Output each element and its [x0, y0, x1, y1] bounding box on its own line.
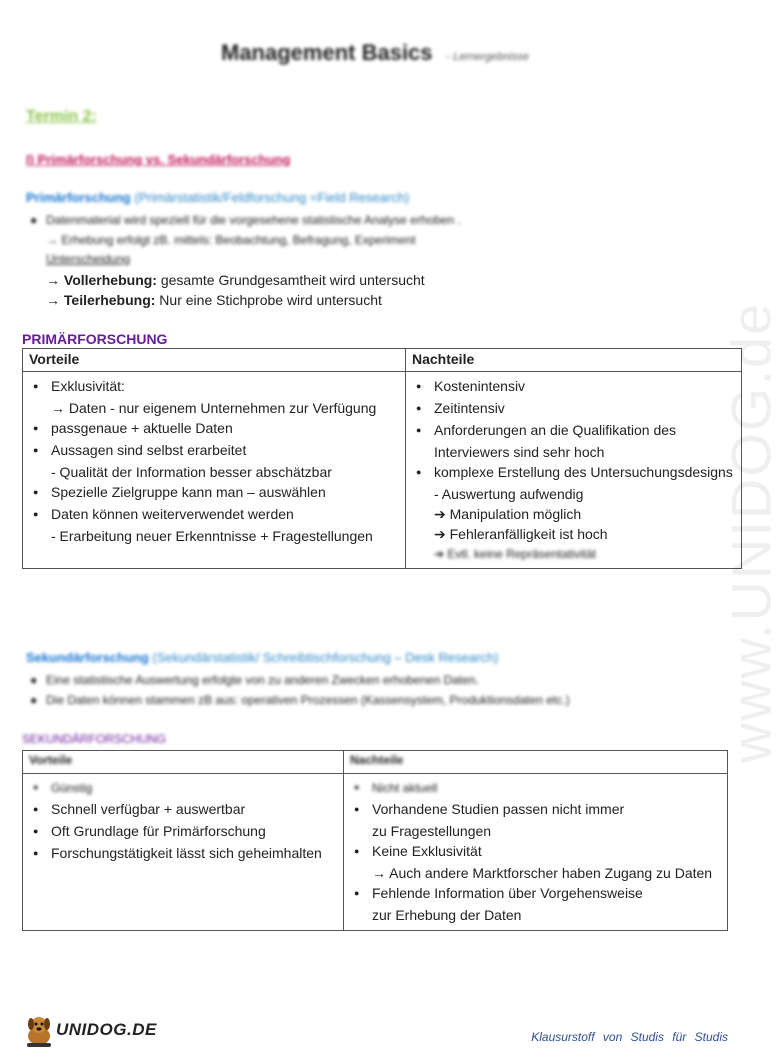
list-item: ● Schnell verfügbar + auswertbar [29, 799, 337, 821]
page-title: Management Basics [221, 40, 433, 65]
list-item: → Auch andere Marktforscher haben Zugang zu Daten [372, 865, 713, 881]
primary-table-header [23, 349, 742, 372]
list-item: → Daten - nur eigenem Unternehmen zur Verfügung [51, 400, 377, 416]
primary-heading [26, 190, 409, 205]
list-item: zu Fragestellungen [372, 823, 492, 839]
list-item: ➔ Fehleranfälligkeit ist hoch [434, 526, 608, 542]
primary-bullet-1: ● Datenmaterial wird speziell für die vorgesehene statistische Analyse erhoben . [30, 213, 461, 227]
dog-icon [22, 1012, 56, 1050]
secondary-table-label: SEKUNDÄRFORSCHUNG [22, 732, 167, 746]
secondary-vorteile-list [23, 774, 343, 799]
secondary-vorteile-cell [23, 774, 344, 931]
unidog-logo [22, 1012, 182, 1050]
secondary-table-body [23, 774, 728, 931]
primary-col-vorteile: Vorteile [23, 349, 406, 372]
list-item: ● Daten können weiterverwendet werden [29, 504, 399, 526]
list-item: ● Aussagen sind selbst erarbeitet [29, 440, 399, 462]
secondary-nachteile-cell [344, 774, 728, 931]
primary-heading-rest: (Primärstatistik/Feldforschung =Field Research) [130, 190, 410, 205]
secondary-table-header [23, 751, 728, 774]
primary-heading-bold: Primärforschung [26, 190, 131, 205]
primary-arrow-line: → Erhebung erfolgt zB. mittels: Beobachtung, Befragung, Experiment [46, 233, 416, 247]
list-item: ➔ Manipulation möglich [434, 506, 582, 522]
secondary-heading [26, 650, 499, 665]
list-item: ● Zeitintensiv [412, 398, 735, 420]
list-item: ● Günstig [29, 778, 337, 799]
teilerhebung-line [46, 290, 382, 310]
document-header [0, 40, 750, 66]
primary-table-label: PRIMÄRFORSCHUNG [22, 331, 168, 347]
page-subtitle: - Lernergebnisse [446, 51, 529, 63]
primary-table-body [23, 372, 742, 569]
secondary-col-vorteile: Vorteile [23, 751, 344, 774]
secondary-heading-bold: Sekundärforschung [26, 650, 149, 665]
primary-vorteile-list [23, 372, 405, 546]
list-item: ● Spezielle Zielgruppe kann man – auswählen [29, 482, 399, 504]
primary-distinction: Unterscheidung [46, 252, 131, 266]
term-heading: Termin 2: [26, 108, 97, 125]
arrow-icon: → [46, 292, 60, 308]
list-item: zur Erhebung der Daten [372, 907, 522, 923]
secondary-table [22, 750, 728, 931]
secondary-bullet-1: ● Eine statistische Auswertung erfolgte von zu anderen Zwecken erhobenen Daten. [30, 673, 479, 687]
primary-col-nachteile: Nachteile [406, 349, 742, 372]
list-item: - Auswertung aufwendig [434, 486, 584, 502]
section-heading: I) Primärforschung vs. Sekundärforschung [26, 152, 291, 167]
vollerhebung-line [46, 270, 425, 290]
list-item: ● passgenaue + aktuelle Daten [29, 418, 399, 440]
logo-text: UNIDOG.DE [56, 1020, 157, 1039]
footer-text: Klausurstoff von Studis für Studis [531, 1030, 728, 1044]
list-item: ● Fehlende Information über Vorgehensweise [350, 883, 721, 905]
teilerhebung-text: Nur eine Stichprobe wird untersucht [155, 292, 382, 308]
vollerhebung-text: gesamte Grundgesamtheit wird untersucht [156, 272, 425, 288]
secondary-heading-rest: (Sekundärstatistik/ Schreibtischforschung – Desk Research) [148, 650, 499, 665]
watermark: www.UNIDOG.de [719, 301, 783, 764]
list-item: ● Oft Grundlage für Primärforschung [29, 821, 337, 843]
list-item: ➔ Evtl. keine Repräsentativität [434, 547, 597, 561]
list-item: ● Forschungstätigkeit lässt sich geheimhalten [29, 843, 337, 865]
primary-bullet-1-text: Datenmaterial wird speziell für die vorgesehene statistische Analyse erhoben . [46, 213, 461, 227]
secondary-vorteile-list-2 [23, 799, 343, 865]
list-item: ● Anforderungen an die Qualifikation des [412, 420, 735, 442]
secondary-bullet-2-text: Die Daten können stammen zB aus: operativen Prozessen (Kassensystem, Produktionsdaten etc.) [46, 693, 570, 707]
list-item: ● komplexe Erstellung des Untersuchungsdesigns [412, 462, 735, 484]
secondary-nachteile-list-2 [344, 799, 727, 925]
primary-table [22, 348, 742, 569]
list-item: Interviewers sind sehr hoch [434, 444, 605, 460]
list-item: ● Vorhandene Studien passen nicht immer [350, 799, 721, 821]
primary-nachteile-list [406, 372, 741, 564]
vollerhebung-label: Vollerhebung: [63, 272, 157, 288]
primary-vorteile-cell [23, 372, 406, 569]
arrow-icon: → [46, 272, 60, 288]
primary-nachteile-cell [406, 372, 742, 569]
secondary-col-nachteile: Nachteile [344, 751, 728, 774]
list-item: - Erarbeitung neuer Erkenntnisse + Fragestellungen [51, 528, 373, 544]
list-item: ● Exklusivität: [29, 376, 399, 398]
list-item: - Qualität der Information besser abschätzbar [51, 464, 332, 480]
list-item: ● Kostenintensiv [412, 376, 735, 398]
list-item: ● Nicht aktuell [350, 778, 721, 799]
secondary-bullet-1-text: Eine statistische Auswertung erfolgte von zu anderen Zwecken erhobenen Daten. [46, 673, 479, 687]
teilerhebung-label: Teilerhebung: [63, 292, 156, 308]
list-item: ● Keine Exklusivität [350, 841, 721, 863]
secondary-nachteile-list [344, 774, 727, 799]
secondary-bullet-2: ● Die Daten können stammen zB aus: operativen Prozessen (Kassensystem, Produktionsdaten etc.) [30, 693, 570, 707]
